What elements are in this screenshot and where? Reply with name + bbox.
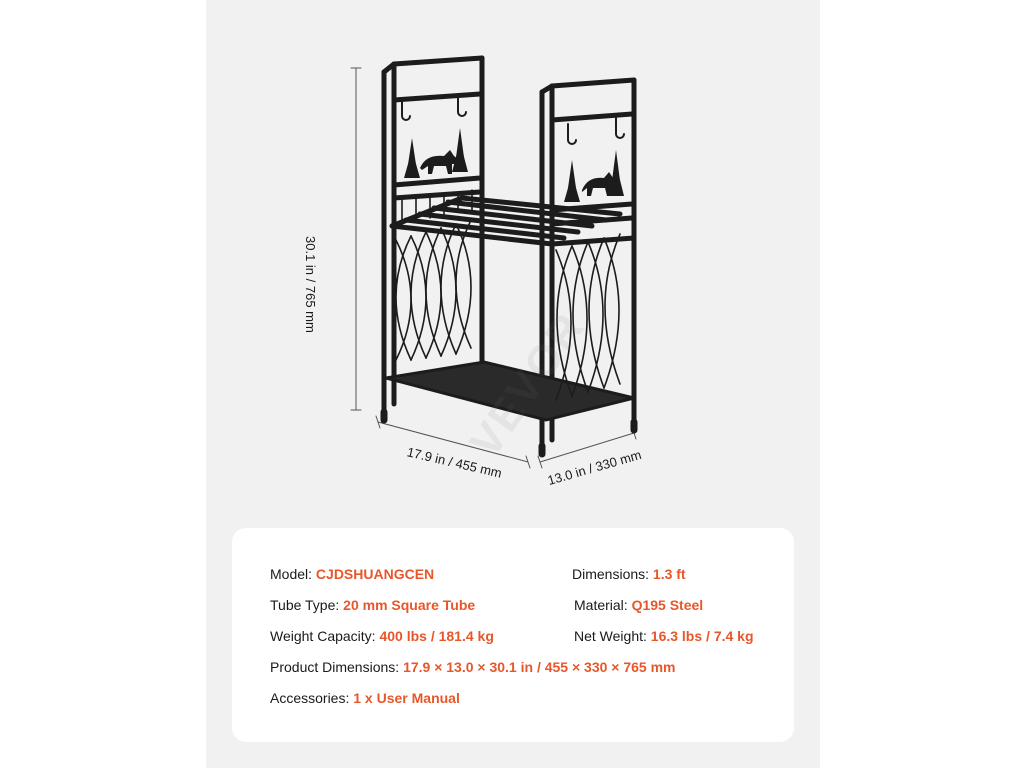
tree-bear-silhouettes bbox=[404, 128, 624, 202]
height-dimension-label: 30.1 in / 765 mm bbox=[303, 236, 318, 333]
spec-material-value: Q195 Steel bbox=[631, 597, 704, 613]
spec-product-dimensions-label: Product Dimensions: bbox=[270, 659, 400, 675]
spec-model-label: Model: bbox=[270, 566, 313, 582]
product-panel bbox=[206, 0, 820, 768]
spec-accessories-label: Accessories: bbox=[270, 690, 350, 706]
spec-material bbox=[574, 597, 703, 613]
spec-dimensions-value: 1.3 ft bbox=[652, 566, 686, 582]
spec-net-weight-label: Net Weight: bbox=[574, 628, 647, 644]
spec-card bbox=[232, 528, 794, 742]
spec-tube-type-label: Tube Type: bbox=[270, 597, 340, 613]
spec-material-label: Material: bbox=[574, 597, 628, 613]
spec-dimensions-label: Dimensions: bbox=[572, 566, 650, 582]
depth-dimension-label: 13.0 in / 330 mm bbox=[545, 446, 644, 489]
spec-accessories bbox=[270, 690, 460, 706]
spec-model-value: CJDSHUANGCEN bbox=[315, 566, 435, 582]
right-hooks bbox=[568, 118, 624, 144]
vevor-watermark: VEVOR bbox=[460, 303, 595, 466]
spec-model bbox=[270, 566, 434, 582]
spec-net-weight bbox=[574, 628, 754, 644]
spec-tube-type-value: 20 mm Square Tube bbox=[343, 597, 476, 613]
spec-accessories-value: 1 x User Manual bbox=[353, 690, 460, 706]
firewood-rack-illustration bbox=[206, 0, 820, 530]
spec-product-dimensions bbox=[270, 659, 676, 675]
spec-weight-capacity-value: 400 lbs / 181.4 kg bbox=[379, 628, 494, 644]
spec-weight-capacity bbox=[270, 628, 494, 644]
spec-weight-capacity-label: Weight Capacity: bbox=[270, 628, 376, 644]
width-dimension-label: 17.9 in / 455 mm bbox=[405, 444, 504, 481]
spec-net-weight-value: 16.3 lbs / 7.4 kg bbox=[650, 628, 754, 644]
spec-tube-type bbox=[270, 597, 475, 613]
spec-dimensions bbox=[572, 566, 686, 582]
spec-product-dimensions-value: 17.9 × 13.0 × 30.1 in / 455 × 330 × 765 mm bbox=[403, 659, 676, 675]
